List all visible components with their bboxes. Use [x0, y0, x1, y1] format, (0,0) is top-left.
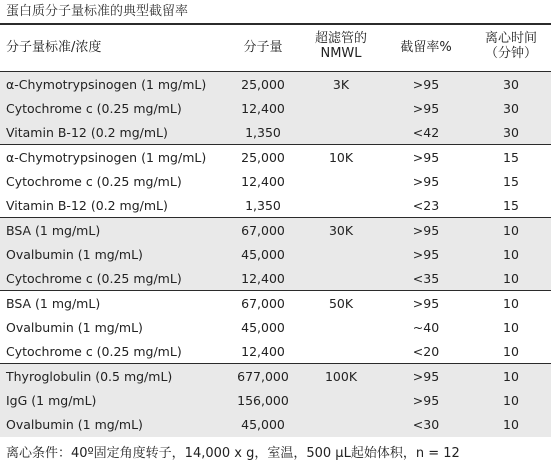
- cell-time: 10: [503, 344, 519, 359]
- cell-mw: 45,000: [241, 247, 285, 262]
- cell-retention: <20: [412, 344, 440, 359]
- cell-nmwl: 30K: [328, 223, 354, 238]
- table-row: [0, 365, 551, 389]
- cell-retention: >95: [412, 101, 440, 116]
- cell-mw: 12,400: [241, 101, 285, 116]
- header-nmwl-line2: NMWL: [320, 46, 362, 61]
- cell-standard: IgG (1 mg/mL): [6, 393, 97, 408]
- cell-retention: >95: [412, 150, 440, 165]
- cell-retention: ~40: [412, 320, 440, 335]
- row-group: [0, 364, 551, 437]
- cell-time: 10: [503, 369, 519, 384]
- table-row: [0, 73, 551, 97]
- table-row: [0, 243, 551, 267]
- row-group: [0, 218, 551, 291]
- header-standard: 分子量标准/浓度: [6, 40, 102, 55]
- cell-standard: Ovalbumin (1 mg/mL): [6, 320, 143, 335]
- cell-retention: <23: [412, 198, 440, 213]
- table-caption: 蛋白质分子量标准的典型截留率: [6, 4, 189, 19]
- row-group: [0, 72, 551, 145]
- cell-time: 10: [503, 271, 519, 286]
- cell-standard: Vitamin B-12 (0.2 mg/mL): [6, 198, 168, 213]
- cell-time: 10: [503, 393, 519, 408]
- table-row: [0, 316, 551, 340]
- cell-retention: <42: [412, 125, 440, 140]
- cell-mw: 1,350: [245, 125, 281, 140]
- cell-time: 10: [503, 296, 519, 311]
- cell-retention: >95: [412, 174, 440, 189]
- header-time: [476, 31, 546, 61]
- cell-time: 10: [503, 417, 519, 432]
- row-group: [0, 145, 551, 218]
- retention-table: [0, 23, 551, 435]
- cell-nmwl: 10K: [328, 150, 354, 165]
- table-row: [0, 413, 551, 437]
- header-time-line1: 离心时间: [484, 31, 537, 46]
- cell-mw: 67,000: [241, 296, 285, 311]
- cell-standard: BSA (1 mg/mL): [6, 223, 101, 238]
- cell-time: 30: [503, 77, 519, 92]
- cell-retention: >95: [412, 296, 440, 311]
- cell-nmwl: 100K: [324, 369, 358, 384]
- cell-retention: >95: [412, 369, 440, 384]
- cell-standard: Cytochrome c (0.25 mg/mL): [6, 271, 182, 286]
- cell-standard: Ovalbumin (1 mg/mL): [6, 417, 143, 432]
- table-row: [0, 389, 551, 413]
- cell-standard: Ovalbumin (1 mg/mL): [6, 247, 143, 262]
- centrifuge-conditions-note: 离心条件：40º固定角度转子，14,000 x g，室温，500 µL起始体积，n = 12: [6, 446, 460, 461]
- cell-mw: 12,400: [241, 344, 285, 359]
- cell-time: 15: [503, 150, 519, 165]
- cell-standard: α-Chymotrypsinogen (1 mg/mL): [6, 77, 207, 92]
- cell-time: 10: [503, 247, 519, 262]
- cell-mw: 25,000: [241, 150, 285, 165]
- cell-time: 10: [503, 223, 519, 238]
- table-row: [0, 340, 551, 364]
- table-row: [0, 219, 551, 243]
- cell-time: 30: [503, 101, 519, 116]
- header-nmwl: [305, 31, 377, 61]
- cell-mw: 25,000: [241, 77, 285, 92]
- table-row: [0, 292, 551, 316]
- cell-standard: Cytochrome c (0.25 mg/mL): [6, 174, 182, 189]
- table-row: [0, 267, 551, 291]
- cell-retention: >95: [412, 247, 440, 262]
- header-retention: 截留率%: [400, 40, 452, 55]
- table-row: [0, 121, 551, 145]
- cell-retention: >95: [412, 223, 440, 238]
- header-mw: 分子量: [243, 40, 283, 55]
- cell-standard: Cytochrome c (0.25 mg/mL): [6, 344, 182, 359]
- cell-mw: 12,400: [241, 271, 285, 286]
- cell-retention: >95: [412, 77, 440, 92]
- cell-mw: 156,000: [237, 393, 289, 408]
- cell-standard: Vitamin B-12 (0.2 mg/mL): [6, 125, 168, 140]
- cell-retention: <35: [412, 271, 440, 286]
- cell-mw: 1,350: [245, 198, 281, 213]
- table-row: [0, 194, 551, 218]
- cell-time: 10: [503, 320, 519, 335]
- table-row: [0, 97, 551, 121]
- cell-mw: 67,000: [241, 223, 285, 238]
- cell-standard: α-Chymotrypsinogen (1 mg/mL): [6, 150, 207, 165]
- cell-mw: 45,000: [241, 320, 285, 335]
- cell-nmwl: 50K: [328, 296, 354, 311]
- table-row: [0, 170, 551, 194]
- row-group: [0, 291, 551, 364]
- cell-mw: 12,400: [241, 174, 285, 189]
- cell-nmwl: 3K: [332, 77, 350, 92]
- cell-time: 15: [503, 174, 519, 189]
- table-row: [0, 146, 551, 170]
- header-nmwl-line1: 超滤管的: [314, 31, 367, 46]
- cell-mw: 45,000: [241, 417, 285, 432]
- cell-standard: Thyroglobulin (0.5 mg/mL): [6, 369, 173, 384]
- cell-standard: Cytochrome c (0.25 mg/mL): [6, 101, 182, 116]
- cell-time: 30: [503, 125, 519, 140]
- cell-time: 15: [503, 198, 519, 213]
- cell-retention: >95: [412, 393, 440, 408]
- table-header: [0, 25, 551, 72]
- cell-mw: 677,000: [237, 369, 289, 384]
- header-time-line2: （分钟）: [484, 46, 537, 61]
- cell-standard: BSA (1 mg/mL): [6, 296, 101, 311]
- cell-retention: <30: [412, 417, 440, 432]
